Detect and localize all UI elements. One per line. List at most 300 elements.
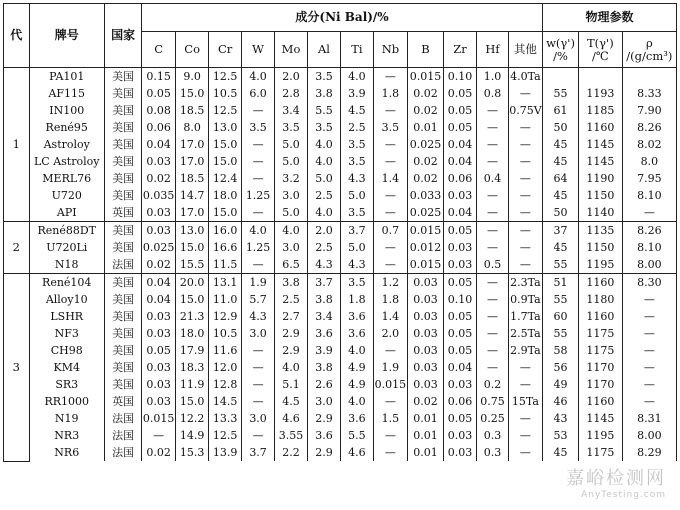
header-element-10: Hf [477,32,509,68]
value-cell: — [373,136,407,153]
country-cell: 法国 [104,444,141,461]
value-cell [622,68,676,86]
value-cell: — [508,119,542,136]
grade-cell: René104 [29,274,104,292]
value-cell: 15.0 [176,239,209,256]
header-element-5: Al [308,32,341,68]
value-cell: 1170 [579,376,623,393]
table-row [4,136,677,153]
value-cell: 4.0Ta [508,68,542,86]
value-cell: 55 [542,325,578,342]
grade-cell: RR1000 [29,393,104,410]
value-cell: 1195 [579,256,623,274]
table-row [4,68,677,86]
value-cell: 1.4 [373,308,407,325]
value-cell: 1.8 [373,291,407,308]
country-cell: 美国 [104,153,141,170]
value-cell: 0.05 [444,308,477,325]
value-cell: 8.31 [622,410,676,427]
country-cell: 英国 [104,204,141,222]
value-cell: 8.30 [622,274,676,292]
value-cell: — [242,102,275,119]
value-cell: — [242,359,275,376]
value-cell: — [477,239,509,256]
value-cell: — [242,427,275,444]
grade-cell: CH98 [29,342,104,359]
country-cell: 法国 [104,410,141,427]
value-cell: 0.15 [142,68,176,86]
value-cell: 1185 [579,102,623,119]
value-cell: 8.33 [622,85,676,102]
grade-cell: Alloy10 [29,291,104,308]
value-cell: 58 [542,342,578,359]
value-cell: 5.0 [308,170,341,187]
value-cell: 12.4 [209,170,242,187]
value-cell: — [373,427,407,444]
country-cell: 美国 [104,308,141,325]
value-cell: — [373,102,407,119]
value-cell: 3.0 [242,325,275,342]
value-cell: 2.9 [308,410,341,427]
table-row [4,85,677,102]
value-cell: — [622,393,676,410]
value-cell: 14.5 [209,393,242,410]
value-cell: — [373,239,407,256]
header-physical-group: 物理参数 [542,4,676,32]
grade-cell: PA101 [29,68,104,86]
value-cell: 1175 [579,325,623,342]
value-cell: 16.0 [209,222,242,240]
value-cell: 0.03 [444,376,477,393]
value-cell: 13.1 [209,274,242,292]
value-cell: 1.8 [340,291,373,308]
value-cell: 55 [542,256,578,274]
value-cell: 11.0 [209,291,242,308]
value-cell: — [622,342,676,359]
value-cell: 13.0 [209,119,242,136]
value-cell: — [508,359,542,376]
value-cell: 3.4 [308,308,341,325]
value-cell: 5.0 [340,239,373,256]
value-cell: 56 [542,359,578,376]
value-cell: 12.9 [209,308,242,325]
table-row [4,359,677,376]
value-cell: 4.0 [308,153,341,170]
value-cell: 5.7 [242,291,275,308]
header-physical-2 [622,32,676,68]
header-element-6: Ti [340,32,373,68]
value-cell: 8.0 [176,119,209,136]
value-cell: 13.3 [209,410,242,427]
value-cell: 12.0 [209,359,242,376]
value-cell: — [622,376,676,393]
value-cell: 18.3 [176,359,209,376]
value-cell: 8.00 [622,256,676,274]
value-cell: 0.02 [407,102,443,119]
table-row [4,342,677,359]
value-cell: 7.95 [622,170,676,187]
header-physical-1 [579,32,623,68]
value-cell: — [508,376,542,393]
value-cell: 2.3Ta [508,274,542,292]
header-element-11: 其他 [508,32,542,68]
table-row [4,376,677,393]
value-cell: — [373,444,407,461]
value-cell: — [622,291,676,308]
value-cell: 16.6 [209,239,242,256]
value-cell: 49 [542,376,578,393]
value-cell: 3.5 [340,153,373,170]
value-cell: — [242,256,275,274]
grade-cell: NR6 [29,444,104,461]
value-cell: 1.8 [373,85,407,102]
value-cell: 45 [542,187,578,204]
value-cell: 3.0 [275,187,308,204]
value-cell: 0.03 [407,291,443,308]
value-cell: 3.6 [308,427,341,444]
value-cell: 15.0 [209,136,242,153]
value-cell: 4.5 [340,102,373,119]
value-cell: 17.9 [176,342,209,359]
value-cell: 0.3 [477,444,509,461]
value-cell: 4.9 [340,359,373,376]
value-cell: 0.01 [407,410,443,427]
value-cell: 0.25 [477,410,509,427]
value-cell: 18.0 [176,325,209,342]
value-cell: 45 [542,136,578,153]
value-cell: 0.04 [444,359,477,376]
value-cell: 50 [542,119,578,136]
value-cell: 0.04 [444,153,477,170]
header-element-1: Co [176,32,209,68]
value-cell: — [477,308,509,325]
value-cell: — [508,427,542,444]
value-cell: 1.5 [373,410,407,427]
table-row [4,393,677,410]
value-cell: 4.6 [275,410,308,427]
country-cell: 英国 [104,393,141,410]
value-cell: 15.0 [209,204,242,222]
value-cell: 0.03 [407,325,443,342]
value-cell: — [508,153,542,170]
value-cell: 55 [542,85,578,102]
value-cell: 3.5 [308,68,341,86]
value-cell: 4.0 [242,68,275,86]
value-cell: — [477,325,509,342]
value-cell: 0.05 [444,342,477,359]
value-cell: 0.01 [407,427,443,444]
value-cell: — [622,359,676,376]
value-cell: 0.03 [444,256,477,274]
watermark [566,464,666,500]
value-cell: 15.0 [176,85,209,102]
value-cell: 4.0 [340,393,373,410]
value-cell: 37 [542,222,578,240]
value-cell: 0.3 [477,427,509,444]
value-cell: 15.0 [209,153,242,170]
table-row [4,187,677,204]
country-cell: 法国 [104,427,141,444]
value-cell: 0.06 [142,119,176,136]
value-cell: 3.7 [308,274,341,292]
value-cell: 4.3 [340,170,373,187]
value-cell: 0.10 [444,291,477,308]
value-cell: 18.0 [209,187,242,204]
value-cell: 11.9 [176,376,209,393]
value-cell: 1.4 [373,170,407,187]
value-cell: — [242,393,275,410]
value-cell: 6.0 [242,85,275,102]
value-cell: 0.03 [407,308,443,325]
value-cell: 4.0 [275,222,308,240]
value-cell: 3.9 [340,85,373,102]
country-cell: 美国 [104,274,141,292]
value-cell: 0.05 [444,410,477,427]
value-cell: 53 [542,427,578,444]
table-body [4,68,677,462]
value-cell: 50 [542,204,578,222]
value-cell: 15.3 [176,444,209,461]
value-cell: 1145 [579,153,623,170]
value-cell: 12.5 [209,68,242,86]
value-cell: — [477,222,509,240]
value-cell: 0.03 [444,239,477,256]
header-composition-group: 成分(Ni Bal)/% [142,4,543,32]
table-row [4,410,677,427]
value-cell: 2.5 [308,239,341,256]
value-cell: 3.5 [340,274,373,292]
value-cell: 0.04 [444,204,477,222]
value-cell: 3.8 [308,359,341,376]
value-cell: 0.02 [407,170,443,187]
value-cell: 0.04 [444,136,477,153]
country-cell: 美国 [104,342,141,359]
value-cell: 1135 [579,222,623,240]
value-cell: 17.0 [176,153,209,170]
value-cell: 0.8 [477,85,509,102]
value-cell: 8.26 [622,222,676,240]
value-cell: 12.8 [209,376,242,393]
value-cell: 4.0 [308,136,341,153]
value-cell: 0.01 [407,444,443,461]
value-cell: 3.5 [340,136,373,153]
value-cell [579,68,623,86]
value-cell: — [477,119,509,136]
value-cell: 0.4 [477,170,509,187]
generation-cell: 3 [4,274,30,462]
value-cell: 5.5 [308,102,341,119]
value-cell: 2.5 [275,291,308,308]
table-row [4,222,677,240]
value-cell: — [477,204,509,222]
grade-cell: MERL76 [29,170,104,187]
grade-cell: René95 [29,119,104,136]
value-cell: 1140 [579,204,623,222]
table-row [4,239,677,256]
value-cell: 3.8 [308,85,341,102]
value-cell: 4.5 [275,393,308,410]
value-cell: 3.6 [340,308,373,325]
country-cell: 美国 [104,136,141,153]
value-cell: — [373,153,407,170]
grade-cell: LC Astroloy [29,153,104,170]
value-cell: 15.5 [176,256,209,274]
value-cell: — [477,153,509,170]
value-cell: 3.7 [340,222,373,240]
value-cell: 0.05 [444,325,477,342]
header-physical-0 [542,32,578,68]
value-cell: 3.6 [340,325,373,342]
value-cell: — [508,85,542,102]
value-cell: 45 [542,153,578,170]
value-cell: 2.7 [275,308,308,325]
value-cell: — [477,187,509,204]
value-cell: — [508,187,542,204]
value-cell: 5.5 [340,427,373,444]
value-cell: 0.03 [142,153,176,170]
value-cell: 8.00 [622,427,676,444]
alloy-composition-table [3,3,677,462]
value-cell: 8.29 [622,444,676,461]
value-cell: 2.0 [275,68,308,86]
value-cell: 64 [542,170,578,187]
value-cell: 3.5 [308,119,341,136]
country-cell: 美国 [104,239,141,256]
value-cell: 4.0 [340,68,373,86]
value-cell: 0.10 [444,68,477,86]
value-cell: 1150 [579,187,623,204]
value-cell: 8.10 [622,239,676,256]
value-cell: — [142,427,176,444]
value-cell: 0.025 [142,241,175,254]
value-cell: 2.0 [373,325,407,342]
value-cell: 0.035 [142,189,175,202]
value-cell: — [508,444,542,461]
table-row [4,274,677,292]
value-cell: 13.0 [176,222,209,240]
grade-cell: U720Li [29,239,104,256]
country-cell: 美国 [104,187,141,204]
value-cell: 0.9Ta [510,293,541,306]
value-cell: — [508,222,542,240]
value-cell: 0.033 [407,187,443,204]
value-cell: 1180 [579,291,623,308]
generation-cell: 1 [4,68,30,222]
value-cell: — [477,342,509,359]
value-cell: 2.5Ta [510,327,541,340]
value-cell: — [508,239,542,256]
value-cell: — [622,204,676,222]
country-cell: 美国 [104,291,141,308]
value-cell: 2.9 [275,325,308,342]
value-cell: 0.03 [142,222,176,240]
value-cell: 3.6 [308,325,341,342]
value-cell: 3.7 [242,444,275,461]
header-element-0: C [142,32,176,68]
value-cell: 2.6 [308,376,341,393]
grade-cell: AF115 [29,85,104,102]
value-cell: 1.9 [373,359,407,376]
value-cell: 2.5 [308,187,341,204]
value-cell: 1.2 [373,274,407,292]
value-cell: 1160 [579,119,623,136]
value-cell: — [508,410,542,427]
value-cell: 5.0 [340,187,373,204]
value-cell: 0.2 [477,376,509,393]
value-cell: 4.0 [242,222,275,240]
value-cell: 1195 [579,427,623,444]
value-cell: 60 [542,308,578,325]
value-cell: 61 [542,102,578,119]
value-cell: 5.0 [275,153,308,170]
table-row [4,444,677,461]
watermark-title: 嘉峪检测网 [566,468,666,489]
value-cell: 2.8 [275,85,308,102]
value-cell: 0.03 [407,376,443,393]
grade-cell: LSHR [29,308,104,325]
value-cell: 21.3 [176,308,209,325]
value-cell: 14.7 [176,187,209,204]
value-cell: — [508,136,542,153]
header-element-7: Nb [373,32,407,68]
value-cell: 0.05 [142,85,176,102]
value-cell: 0.02 [142,444,176,461]
value-cell: 2.0 [308,222,341,240]
value-cell: 1.25 [242,239,275,256]
value-cell: — [477,359,509,376]
country-cell: 美国 [104,222,141,240]
value-cell: — [373,68,407,86]
value-cell: 1175 [579,342,623,359]
table-header [4,4,677,68]
table-row [4,291,677,308]
value-cell: 4.9 [340,376,373,393]
value-cell: 0.015 [407,68,443,86]
value-cell: 1160 [579,393,623,410]
value-cell: 0.75 [477,393,509,410]
value-cell: 3.5 [275,119,308,136]
value-cell: 0.03 [444,444,477,461]
value-cell: 46 [542,393,578,410]
value-cell: 2.9 [275,342,308,359]
value-cell: — [242,204,275,222]
value-cell: 0.03 [407,359,443,376]
header-country: 国家 [104,4,141,68]
table-row [4,153,677,170]
value-cell: 4.0 [308,204,341,222]
table-row [4,204,677,222]
value-cell: 55 [542,291,578,308]
value-cell: 4.0 [275,359,308,376]
value-cell: 43 [542,410,578,427]
watermark-subtitle: AnyTesting.com [581,490,666,500]
value-cell: 1170 [579,359,623,376]
value-cell: 1.7Ta [510,310,541,323]
value-cell: 4.0 [340,342,373,359]
value-cell: 3.5 [340,204,373,222]
table-row [4,170,677,187]
value-cell: 8.0 [622,153,676,170]
value-cell: 3.0 [308,393,341,410]
value-cell: 0.75V [509,104,542,117]
value-cell: — [622,325,676,342]
value-cell: 0.03 [142,376,176,393]
value-cell: 11.6 [209,342,242,359]
value-cell: 3.55 [275,427,308,444]
value-cell: 20.0 [176,274,209,292]
value-cell: 0.04 [142,291,176,308]
value-cell: 3.0 [242,410,275,427]
